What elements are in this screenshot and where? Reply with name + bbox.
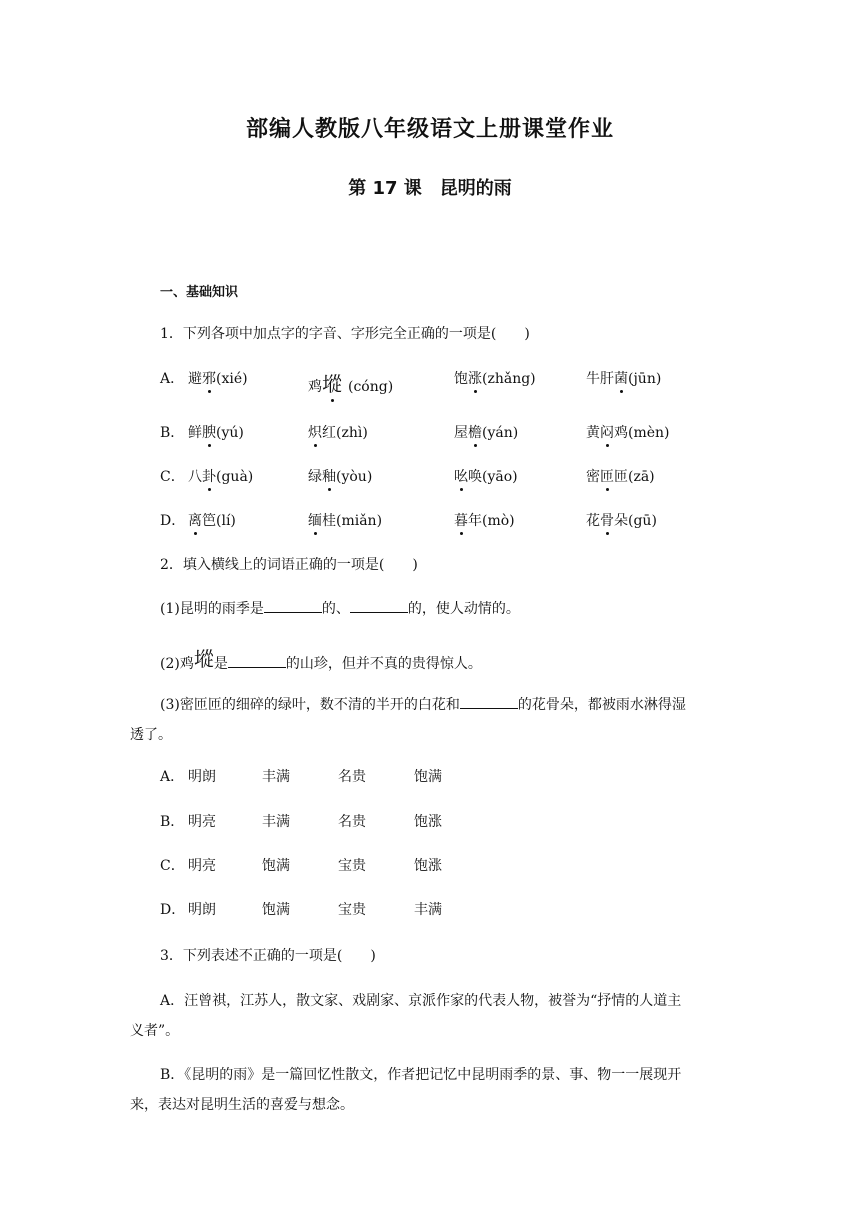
option-label: C． <box>160 469 185 485</box>
option-item <box>188 510 236 530</box>
option-word: 名贵 <box>338 814 366 830</box>
item-text: (yú) <box>216 425 244 441</box>
sentence-3-text: 的花骨朵，都被雨水淋得湿 <box>517 697 686 713</box>
dotted-char: 㙡 <box>322 368 342 397</box>
item-text: 鸡(mèn) <box>614 425 670 441</box>
item-text: 饱 <box>454 371 468 387</box>
item-text: 鲜 <box>188 425 202 441</box>
sentence-2-char: 㙡 <box>193 647 214 671</box>
option-word: 饱涨 <box>414 814 442 830</box>
section-heading: 一、基础知识 <box>160 285 239 300</box>
option-word: 名贵 <box>338 769 366 785</box>
item-text: (yán) <box>482 425 519 441</box>
option-item <box>454 466 518 486</box>
option-a-line-1: A．汪曾祺，江苏人，散文家、戏剧家、京派作家的代表人物，被誉为“抒情的人道主 <box>160 993 682 1009</box>
question-2-sentence-3-cont: 透了。 <box>130 727 172 743</box>
sentence-1-text: (1)昆明的雨季是 <box>160 601 264 617</box>
dotted-char: 菌 <box>614 368 628 388</box>
item-text: (zhǎng) <box>482 371 536 387</box>
item-text: (jūn) <box>628 371 662 387</box>
item-text: 屋 <box>454 425 468 441</box>
dotted-char: 暮 <box>454 510 468 530</box>
dotted-char: 檐 <box>468 422 482 442</box>
option-item <box>586 466 655 486</box>
item-text: (guà) <box>216 469 254 485</box>
question-2-stem: 2．填入横线上的词语正确的一项是( ) <box>160 557 418 573</box>
sentence-1-text: 的，使人动情的。 <box>407 601 520 617</box>
item-text: 朵(gū) <box>614 513 657 529</box>
sentence-2-text: 是 <box>213 656 228 672</box>
item-text: 密 <box>586 469 600 485</box>
option-item <box>308 466 372 486</box>
option-item <box>586 368 661 388</box>
dotted-char: 涨 <box>468 368 482 388</box>
option-word: 饱满 <box>262 902 290 918</box>
dotted-char: 邪 <box>202 368 216 388</box>
option-item <box>188 368 248 388</box>
item-text: (yòu) <box>336 469 373 485</box>
question-3-stem: 3．下列表述不正确的一项是( ) <box>160 948 376 964</box>
option-label: D． <box>160 513 186 529</box>
option-word: 丰满 <box>262 769 290 785</box>
option-item <box>454 422 518 442</box>
question-2-sentence-1 <box>160 598 520 618</box>
option-word: 饱满 <box>414 769 442 785</box>
answer-blank <box>460 696 518 709</box>
option-item <box>308 368 393 397</box>
option-word: 饱满 <box>262 858 290 874</box>
question-1-stem: 1．下列各项中加点字的字音、字形完全正确的一项是( ) <box>160 326 530 342</box>
item-text: 红(zhì) <box>322 425 368 441</box>
option-item <box>586 422 670 442</box>
answer-blank <box>228 655 286 668</box>
option-item <box>454 510 515 530</box>
item-text: 黄 <box>586 425 600 441</box>
option-item <box>454 368 536 388</box>
item-text: 鸡 <box>308 379 322 395</box>
option-label: B． <box>160 425 185 441</box>
option-word: 明朗 <box>188 769 216 785</box>
option-word: 饱涨 <box>414 858 442 874</box>
question-2-sentence-3 <box>160 694 686 714</box>
dotted-char: 缅 <box>308 510 322 530</box>
option-label: A． <box>160 769 185 785</box>
option-word: 丰满 <box>262 814 290 830</box>
option-b-line-1: B．《昆明的雨》是一篇回忆性散文，作者把记忆中昆明雨季的景、事、物一一展现开 <box>160 1067 682 1083</box>
item-text: 笆(lí) <box>202 513 236 529</box>
option-word: 明亮 <box>188 858 216 874</box>
option-label: A． <box>160 371 185 387</box>
question-2-sentence-2 <box>160 645 482 674</box>
item-text: 花 <box>586 513 600 529</box>
option-item <box>308 422 368 442</box>
option-label: D． <box>160 902 186 918</box>
item-text: 唤(yāo) <box>468 469 518 485</box>
item-text: (cóng) <box>348 379 394 395</box>
sentence-1-text: 的、 <box>321 601 350 617</box>
option-word: 宝贵 <box>338 902 366 918</box>
dotted-char: 腴 <box>202 422 216 442</box>
option-word: 丰满 <box>414 902 442 918</box>
sentence-2-text: 的山珍，但并不真的贵得惊人。 <box>285 656 482 672</box>
option-label: B． <box>160 814 185 830</box>
dotted-char: 闷 <box>600 422 614 442</box>
item-text: 八 <box>188 469 202 485</box>
item-text: 匝(zā) <box>614 469 655 485</box>
lesson-title: 第 17 课 昆明的雨 <box>348 178 512 199</box>
sentence-2-text: (2)鸡 <box>160 656 194 672</box>
dotted-char: 卦 <box>202 466 216 486</box>
option-word: 明亮 <box>188 814 216 830</box>
option-a-line-2: 义者”。 <box>130 1023 180 1039</box>
dotted-char: 骨 <box>600 510 614 530</box>
option-b-line-2: 来，表达对昆明生活的喜爱与想念。 <box>130 1097 354 1113</box>
dotted-char: 匝 <box>600 466 614 486</box>
dotted-char: 釉 <box>322 466 336 486</box>
item-text: 年(mò) <box>468 513 515 529</box>
page-title: 部编人教版八年级语文上册课堂作业 <box>245 117 614 142</box>
option-item <box>188 466 253 486</box>
item-text: 绿 <box>308 469 322 485</box>
option-word: 明朗 <box>188 902 216 918</box>
item-text: (xié) <box>216 371 248 387</box>
answer-blank <box>350 600 408 613</box>
item-text: 避 <box>188 371 202 387</box>
dotted-char: 吆 <box>454 466 468 486</box>
option-label: C． <box>160 858 185 874</box>
item-text: 牛肝 <box>586 371 614 387</box>
answer-blank <box>264 600 322 613</box>
option-item <box>188 422 244 442</box>
sentence-3-text: (3)密匝匝的细碎的绿叶，数不清的半开的白花和 <box>160 697 460 713</box>
option-word: 宝贵 <box>338 858 366 874</box>
dotted-char: 离 <box>188 510 202 530</box>
option-item <box>308 510 382 530</box>
option-item <box>586 510 657 530</box>
dotted-char: 炽 <box>308 422 322 442</box>
item-text: 桂(miǎn) <box>322 513 383 529</box>
